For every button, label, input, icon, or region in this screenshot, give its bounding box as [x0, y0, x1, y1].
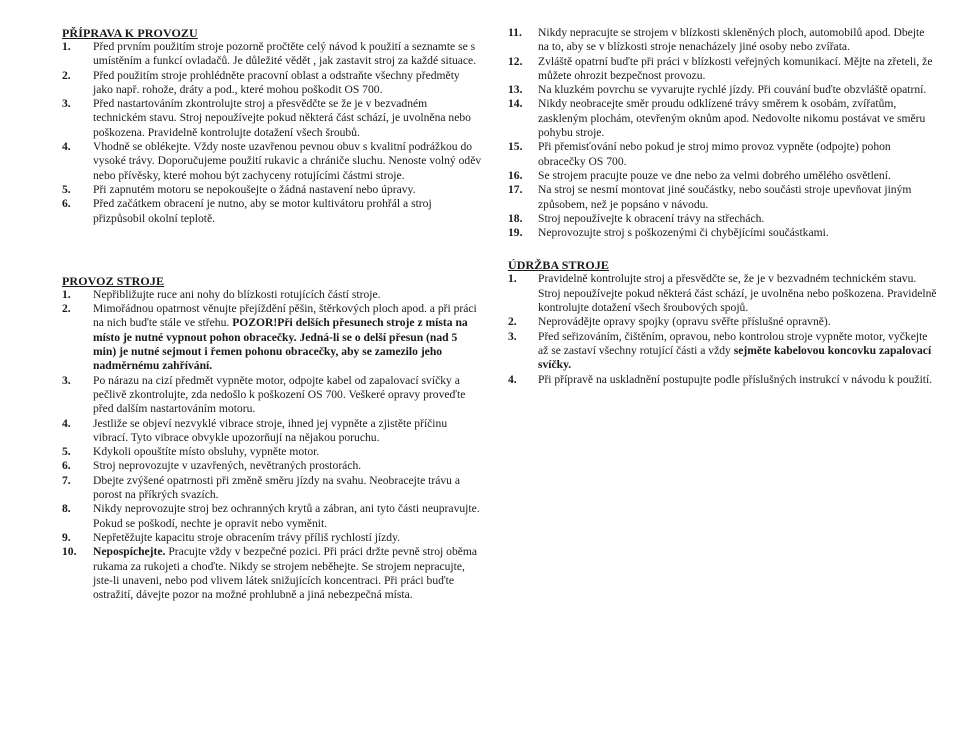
item-number: 5.: [62, 445, 71, 459]
item-number: 4.: [508, 372, 517, 386]
item-text: Při přemisťování nebo pokud je stroj mimo provoz vypněte (odpojte) pohon obracečky OS 700.: [538, 140, 891, 168]
item-number: 17.: [508, 183, 523, 197]
item-number: 10.: [62, 545, 77, 559]
list-item: [508, 140, 938, 169]
item-text: Pravidelně kontrolujte stroj a přesvědčte se, že je v bezvadném technickém stavu. Stroj nepoužívejte pokud některá část schází, je uvolněna nebo poškozena. Pravidelně kontrolujte dotažení všech šroubových spojů.: [538, 272, 937, 315]
item-text: Zvláště opatrní buďte při práci v blízkosti veřejných komunikací. Mějte na zřeteli, že můžete ohrozit bezpečnost provozu.: [538, 54, 933, 82]
list-item: [508, 83, 938, 97]
item-number: 12.: [508, 54, 523, 68]
list-item: [508, 272, 938, 315]
item-number: 1.: [62, 40, 71, 53]
item-text: Nikdy neobracejte směr proudu odklízené trávy směrem k osobám, zvířatům, zaskleným plochám, otevřeným oknům apod. Nedovolte nikomu postávat ve směru pohybu stroje.: [538, 97, 926, 140]
item-number: 3.: [508, 329, 517, 343]
operation-list: [62, 288, 482, 603]
list-item: [508, 315, 938, 329]
left-column: [62, 26, 482, 602]
list-item: [62, 302, 482, 373]
item-text: Pracujte vždy v bezpečné pozici. Při práci držte pevně stroj oběma rukama za rukojeti a choďte. Nikdy se strojem neběhejte. Se strojem nepracujte, jste-li unaveni, nebo pod vlivem látek snižujících koncentraci. Při práci buďte ostražití, dávejte pozor na možné prohlubně a jiná nebezpečná místa.: [93, 545, 478, 602]
item-text: Vhodně se oblékejte. Vždy noste uzavřenou pevnou obuv s kvalitní podrážkou do vysoké trávy. Doporučujeme použití rukavic a chrániče sluchu. Nenoste volný oděv nebo přívěsky, které mohou být zachyceny rotujícími částmi stroje.: [93, 140, 482, 182]
item-number: 3.: [62, 97, 71, 111]
item-text: Nikdy nepracujte se strojem v blízkosti skleněných ploch, automobilů apod. Dbejte na to, aby se v blízkosti stroje nenacházely jiné osoby nebo zvířata.: [538, 26, 925, 54]
item-warning-text: sejměte kabelovou koncovku zapalovací svíčky.: [538, 343, 932, 372]
item-text: Se strojem pracujte pouze ve dne nebo za velmi dobrého umělého osvětlení.: [538, 168, 891, 182]
item-number: 16.: [508, 168, 523, 182]
item-text: Kdykoli opouštíte místo obsluhy, vypněte motor.: [93, 445, 320, 459]
item-text: Neprovozujte stroj s poškozenými či chybějícími součástkami.: [538, 226, 829, 240]
item-number: 18.: [508, 211, 523, 225]
item-text: Na stroj se nesmí montovat jiné součástky, nebo součásti stroje upevňovat jiným způsobem, než je popsáno v návodu.: [538, 183, 912, 211]
item-text: Před použitím stroje prohlédněte pracovní oblast a odstraňte všechny předměty jako např. rohože, dráty a pod., které mohou poškodit OS 700.: [93, 68, 460, 96]
item-text: Při přípravě na uskladnění postupujte podle příslušných instrukcí v návodu k použití.: [538, 372, 933, 386]
list-item: [508, 373, 938, 387]
item-emphasis-text: Nepospíchejte.: [93, 545, 166, 559]
item-number: 11.: [508, 26, 522, 39]
list-item: [62, 417, 482, 446]
list-item: [62, 445, 482, 459]
item-text: Před seřizováním, čištěním, opravou, nebo kontrolou stroje vypněte motor, vyčkejte až se zastaví všechny rotující části a vždy: [538, 329, 928, 357]
list-item: [62, 374, 482, 417]
list-item: [508, 212, 938, 226]
item-number: 3.: [62, 373, 71, 387]
list-item: [62, 459, 482, 473]
item-number: 13.: [508, 83, 523, 97]
list-item: [508, 169, 938, 183]
item-warning-text: POZOR!Při delších přesunech stroje z místa na místo je nutné vypnout pohon obracečky. Jedná-li se o delší přesun (nad 5 min) je nutné sejmout i řemen pohonu obracečky, aby se zamezilo jeho nadměrnému zahřívání.: [93, 316, 468, 373]
list-item: [508, 55, 938, 84]
item-number: 6.: [62, 197, 71, 211]
item-number: 2.: [62, 68, 71, 82]
item-text: Při zapnutém motoru se nepokoušejte o žádná nastavení nebo úpravy.: [93, 182, 416, 196]
list-item: [508, 97, 938, 140]
item-text: Stroj neprovozujte v uzavřených, nevětraných prostorách.: [93, 459, 362, 473]
item-number: 6.: [62, 459, 71, 473]
item-number: 4.: [62, 416, 71, 430]
item-number: 5.: [62, 182, 71, 196]
item-text: Stroj nepoužívejte k obracení trávy na střechách.: [538, 211, 765, 225]
list-item: [62, 140, 482, 183]
item-text: Po nárazu na cizí předmět vypněte motor, odpojte kabel od zapalovací svíčky a pečlivě zkontrolujte, zda nedošlo k poškození OS 700. Veškeré opravy proveďte před dalším nastartováním motoru.: [93, 373, 466, 416]
preparation-list: [62, 40, 482, 226]
item-number: 2.: [62, 302, 71, 316]
operation-heading: PROVOZ STROJE: [62, 273, 165, 288]
list-item: [508, 26, 938, 55]
list-item: [62, 97, 482, 140]
maintenance-list: [508, 272, 938, 386]
item-text: Jestliže se objeví nezvyklé vibrace stroje, ihned jej vypněte a zjistěte příčinu vibrací. Tyto vibrace obvykle upozorňují na nějakou poruchu.: [93, 416, 448, 444]
list-item: [62, 531, 482, 545]
list-item: [508, 226, 938, 240]
list-item: [62, 40, 482, 69]
item-number: 1.: [508, 272, 517, 286]
item-number: 9.: [62, 530, 71, 544]
preparation-heading: PŘÍPRAVA K PROVOZU: [62, 26, 198, 40]
item-number: 8.: [62, 502, 71, 516]
list-item: [508, 183, 938, 212]
list-item: [62, 474, 482, 503]
item-text: Před začátkem obracení je nutno, aby se motor kultivátoru prohřál a stroj přizpůsobil okolní teplotě.: [93, 197, 432, 225]
list-item: [62, 502, 482, 531]
item-text: Nikdy neprovozujte stroj bez ochranných krytů a zábran, ani tyto části neupravujte. Pokud se poškodí, nechte je opravit nebo vyměnit.: [93, 502, 480, 530]
item-text: Mimořádnou opatrnost věnujte přejíždění pěšin, štěrkových ploch apod. a při práci na nich buďte stále ve střehu.: [93, 302, 477, 330]
item-text: Dbejte zvýšené opatrnosti při změně směru jízdy na svahu. Neobracejte trávu a porost na příkrých svazích.: [93, 473, 460, 502]
maintenance-heading: ÚDRŽBA STROJE: [508, 258, 609, 273]
item-text: Nepřibližujte ruce ani nohy do blízkosti rotujících částí stroje.: [93, 287, 381, 301]
list-item: [62, 69, 482, 98]
list-item: [62, 197, 482, 226]
operation-list-continued: [508, 26, 938, 240]
item-number: 1.: [62, 287, 71, 301]
item-number: 15.: [508, 140, 523, 154]
item-number: 14.: [508, 97, 523, 111]
item-text: Neprovádějte opravy spojky (opravu svěřte příslušné opravně).: [538, 315, 831, 329]
list-item: [508, 330, 938, 373]
item-text: Nepřetěžujte kapacitu stroje obracením trávy příliš rychlostí jízdy.: [93, 530, 401, 544]
item-text: Na kluzkém povrchu se vyvarujte rychlé jízdy. Při couvání buďte obzvláště opatrní.: [538, 83, 927, 97]
item-text: Před prvním použitím stroje pozorně pročtěte celý návod k použití a seznamte se s umístěním a funkcí ovladačů. Je důležité vědět , jak zastavit stroj za každé situace.: [93, 40, 477, 68]
item-number: 4.: [62, 140, 71, 154]
item-number: 2.: [508, 315, 517, 329]
right-column: [508, 26, 938, 387]
item-text: Před nastartováním zkontrolujte stroj a přesvědčte se že je v bezvadném technickém stavu. Stroj nepoužívejte pokud některá část schází, je uvolněna nebo poškozena. Pravidelně kontrolujte dotažení všech šroubů.: [93, 97, 471, 139]
list-item: [62, 288, 482, 302]
list-item: [62, 183, 482, 197]
item-number: 19.: [508, 226, 523, 240]
item-number: 7.: [62, 473, 71, 487]
list-item: [62, 545, 482, 602]
